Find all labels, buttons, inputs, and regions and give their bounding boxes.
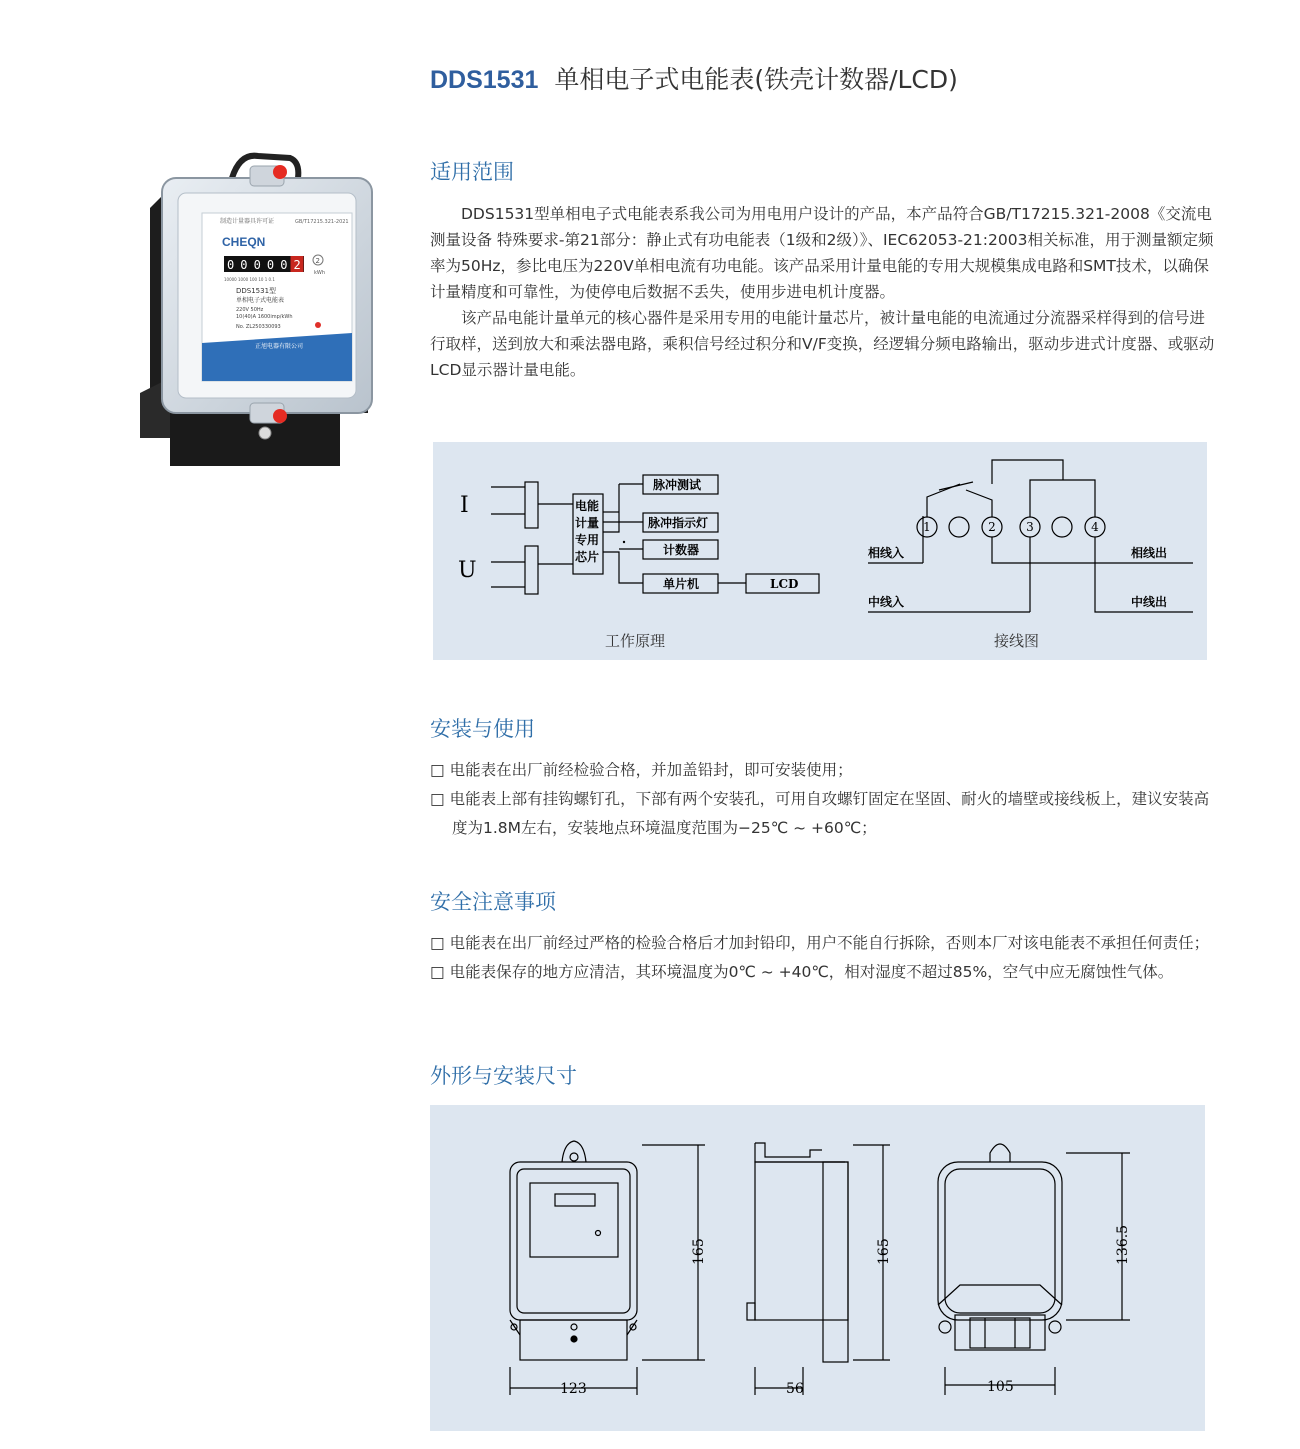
back-width-label: 105 (987, 1379, 1014, 1395)
meter-brand: CHEQN (222, 235, 266, 249)
model-number: DDS1531 (430, 66, 539, 94)
side-height-label: 165 (876, 1238, 892, 1265)
meter-digit: 0 (240, 258, 248, 272)
meter-top-left-text: 制造计量器具许可证 (220, 218, 275, 225)
install-item-2: □ 电能表上部有挂钩螺钉孔，下部有两个安装孔，可用自攻螺钉固定在坚固、耐火的墙壁或接线板上，建议安装高度为1.8M左右，安装地点环境温度范围为−25℃ ~ +60℃； (430, 790, 1210, 837)
terminal-2: 2 (988, 520, 996, 534)
safety-item-2: □ 电能表保存的地方应清洁，其环境温度为0℃ ~ +40℃，相对湿度不超过85%，空气中应无腐蚀性气体。 (430, 963, 1174, 981)
chip-line-2: 计量 (575, 516, 600, 530)
caption-principle: 工作原理 (605, 632, 666, 650)
scope-paragraph-1: DDS1531型单相电子式电能表系我公司为用电用户设计的产品，本产品符合GB/T17215.321-2008《交流电测量设备 特殊要求-第21部分：静止式有功电能表（1级和2级）》、IEC62053-21:2003相关标准，用于测量额定频率为50Hz，参比电压为220V单相电流有功电能。该产品采用计量电能的专用大规模集成电路和SMT技术，以确保计量精度和可靠性，为使停电后数据不丢失，使用步进电机计度器。 (430, 205, 1214, 301)
meter-model-line: DDS1531型 (236, 287, 277, 295)
box-mcu: 单片机 (663, 577, 700, 591)
scope-text (430, 201, 1220, 383)
meter-digit: 0 (227, 258, 235, 272)
terminal-3: 3 (1026, 520, 1034, 534)
meter-serial: No. ZL250330093 (236, 324, 281, 330)
section-heading-safety: 安全注意事项 (430, 890, 556, 914)
page-title (430, 60, 958, 96)
dimension-panel (430, 1105, 1205, 1431)
chip-line-1: 电能 (575, 499, 600, 513)
meter-company: 正旭电器有限公司 (255, 343, 304, 350)
meter-digit: 0 (280, 258, 288, 272)
terminal-4: 4 (1091, 520, 1099, 534)
meter-spec2: 10(40)A 1600imp/kWh (236, 314, 293, 320)
neutral-in-label: 中线入 (868, 595, 905, 609)
side-width-label: 56 (786, 1381, 804, 1397)
front-width-label: 123 (560, 1381, 587, 1397)
box-pulse-test: 脉冲测试 (653, 478, 702, 492)
box-counter: 计数器 (663, 543, 700, 557)
class-mark: 2 (315, 257, 320, 265)
install-item-1: □ 电能表在出厂前经检验合格，并加盖铅封，即可安装使用； (430, 761, 853, 779)
box-pulse-led: 脉冲指示灯 (648, 516, 709, 530)
box-lcd: LCD (770, 577, 799, 591)
label-I: I (460, 493, 469, 518)
scope-paragraph-2: 该产品电能计量单元的核心器件是采用专用的电能计量芯片，被计量电能的电流通过分流器采样得到的信号进行取样，送到放大和乘法器电路，乘积信号经过积分和V/F变换，经逻辑分频电路输出，驱动步进式计度器、或驱动LCD显示器计量电能。 (430, 309, 1215, 379)
phase-in-label: 相线入 (868, 546, 905, 560)
product-photo (140, 148, 390, 470)
meter-top-right-text: GB/T17215.321-2021 (295, 219, 349, 225)
chip-line-3: 专用 (575, 533, 600, 547)
digit-scale: 10000 1000 100 10 1 0.1 (224, 277, 275, 282)
meter-digit: 0 (253, 258, 261, 272)
diagram-panel (433, 442, 1207, 660)
meter-digit: 0 (266, 258, 275, 272)
safety-item-1: □ 电能表在出厂前经过严格的检验合格后才加封铅印，用户不能自行拆除，否则本厂对该电能表不承担任何责任； (430, 934, 1210, 952)
section-heading-dimensions: 外形与安装尺寸 (430, 1064, 577, 1088)
back-height-label: 136.5 (1115, 1224, 1131, 1265)
dimension-svg (430, 1105, 1205, 1431)
meter-digit: 2 (293, 258, 301, 272)
safety-list (430, 929, 1220, 987)
chip-line-4: 芯片 (575, 550, 600, 564)
front-height-label: 165 (691, 1238, 707, 1265)
section-heading-scope: 适用范围 (430, 160, 514, 184)
section-heading-install: 安装与使用 (430, 717, 535, 741)
meter-unit: kWh (314, 270, 326, 276)
neutral-out-label: 中线出 (1131, 595, 1168, 609)
product-name: 单相电子式电能表(铁壳计数器/LCD) (554, 65, 958, 94)
install-list (430, 756, 1220, 843)
meter-spec1: 220V 50Hz (236, 307, 264, 313)
terminal-1: 1 (923, 520, 931, 534)
diagram-svg (433, 442, 1207, 660)
meter-name-line: 单相电子式电能表 (236, 297, 285, 304)
phase-out-label: 相线出 (1131, 546, 1168, 560)
label-U: U (458, 558, 477, 583)
caption-wiring: 接线图 (994, 632, 1040, 650)
